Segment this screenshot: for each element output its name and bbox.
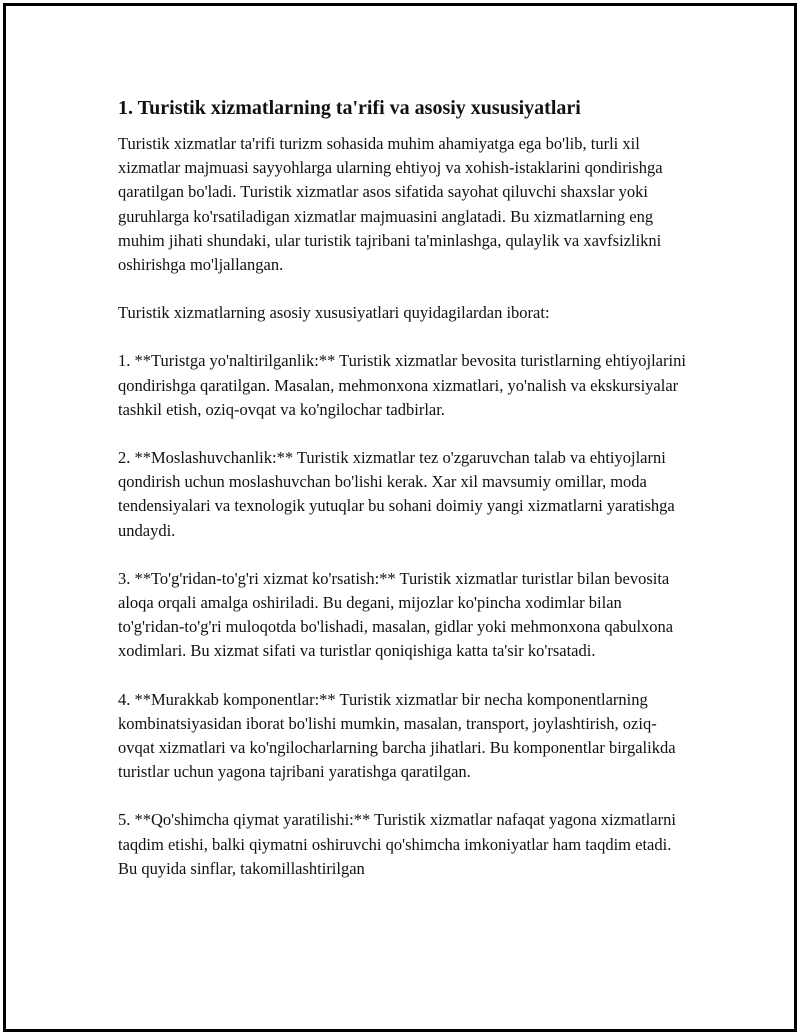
feature-item-3: 3. **To'g'ridan-to'g'ri xizmat ko'rsatish:** Turistik xizmatlar turistlar bilan bevosita aloqa orqali amalga oshiriladi. Bu degani, mijozlar ko'pincha xodimlar bilan to'g'ridan-to'g'ri muloqotda bo'lishadi, masalan, gidlar yoki mehmonxona qabulxona xodimlari. Bu xizmat sifati va turistlar qoniqishiga katta ta'sir ko'rsatadi. [118, 568, 674, 661]
section-heading: 1. Turistik xizmatlarning ta'rifi va asosiy xususiyatlari [118, 97, 581, 119]
feature-item-1: 1. **Turistga yo'naltirilganlik:** Turistik xizmatlar bevosita turistlarning ehtiyojlarini qondirishga qaratilgan. Masalan, mehmonxona xizmatlari, yo'nalish va ekskursiyalar tashkil etish, oziq-ovqat va ko'ngilochar tadbirlar. [118, 351, 686, 419]
feature-item-2: 2. **Moslashuvchanlik:** Turistik xizmatlar tez o'zgaruvchan talab va ehtiyojlarni qondirish uchun moslashuvchan bo'lishi kerak. Xar xil mavsumiy omillar, moda tendensiyalari va texnologik yutuqlar bu sohani doimiy yangi xizmatlarni yaratishga undaydi. [118, 448, 675, 540]
feature-item-5: 5. **Qo'shimcha qiymat yaratilishi:** Turistik xizmatlar nafaqat yagona xizmatlarni taqdim etishi, balki qiymatni oshiruvchi qo'shimcha imkoniyatlar ham taqdim etadi. Bu quyida sinflar, takomillashtirilgan [118, 810, 676, 878]
document-body [118, 94, 688, 905]
feature-item-4: 4. **Murakkab komponentlar:** Turistik xizmatlar bir necha komponentlarning kombinatsiyasidan iborat bo'lishi mumkin, masalan, transport, joylashtirish, oziq-ovqat xizmatlari va ko'ngilocharlarning barcha jihatlari. Bu komponentlar birgalikda turistlar uchun yagona tajribani yaratishga qaratilgan. [118, 689, 676, 782]
features-intro-paragraph: Turistik xizmatlarning asosiy xususiyatlari quyidagilardan iborat: [118, 303, 550, 323]
definition-paragraph: Turistik xizmatlar ta'rifi turizm sohasida muhim ahamiyatga ega bo'lib, turli xil xizmatlar majmuasi sayyohlarga ularning ehtiyoj va xohish-istaklarini qondirishga qaratilgan bo'ladi. Turistik xizmatlar asos sifatida sayohat qiluvchi shaxslar yoki guruhlarga ko'rsatiladigan xizmatlar majmuasini anglatadi. Bu xizmatlarning eng muhim jihati shundaki, ular turistik tajribani ta'minlashga, qulaylik va xavfsizlikni oshirishga mo'ljallangan. [118, 134, 663, 275]
